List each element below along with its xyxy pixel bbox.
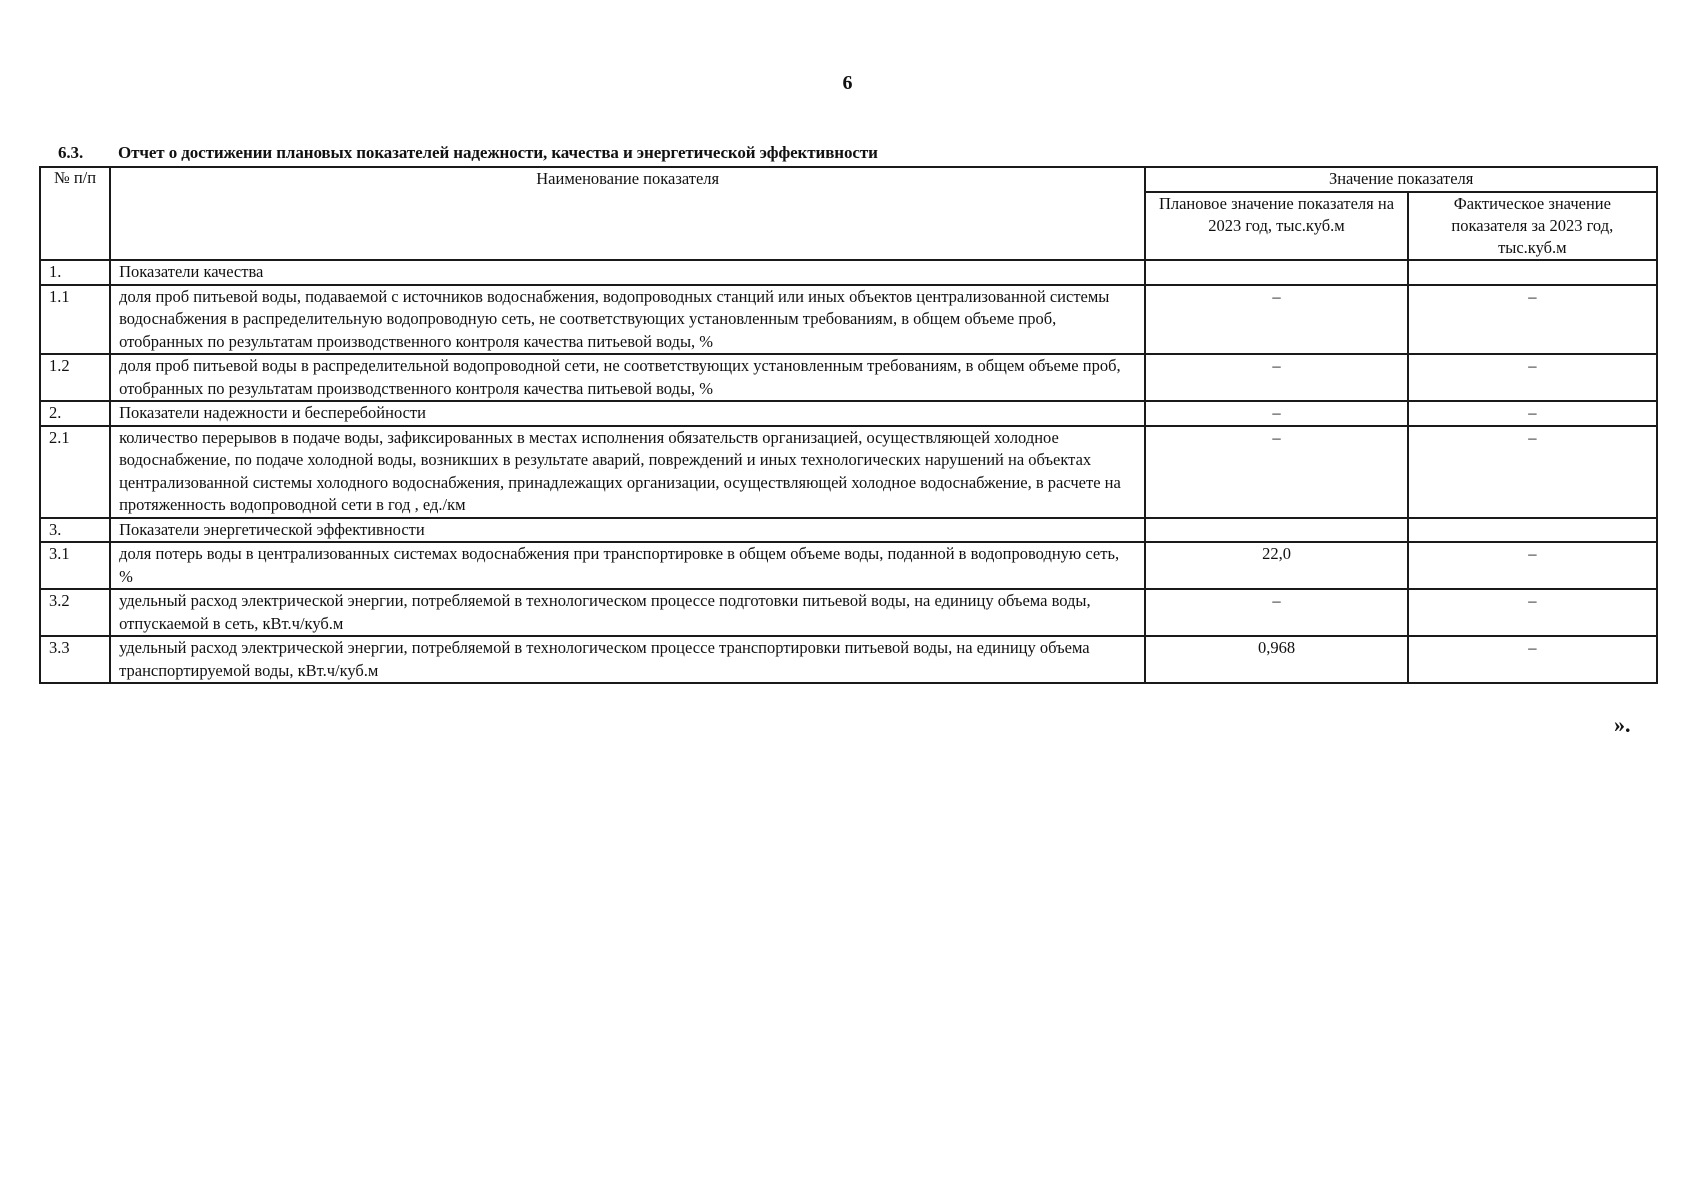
header-plan: Плановое значение показателя на 2023 год, тыс.куб.м (1145, 192, 1407, 260)
table-row (40, 589, 1657, 636)
row-fact: – (1408, 354, 1657, 401)
row-name: Показатели надежности и бесперебойности (110, 401, 1145, 426)
row-plan: – (1145, 354, 1407, 401)
table-row (40, 542, 1657, 589)
row-plan: – (1145, 426, 1407, 518)
row-name: количество перерывов в подаче воды, зафиксированных в местах исполнения обязательств организацией, осуществляющей холодное водоснабжение, по подаче холодной воды, возникших в результате аварий, повреждений и иных технологических нарушений на объектах централизованной системы холодного водоснабжения, принадлежащих организации, осуществляющей холодное водоснабжение, в расчете на протяженность водопроводной сети в год , ед./км (110, 426, 1145, 518)
row-fact: – (1408, 285, 1657, 355)
row-name: Показатели качества (110, 260, 1145, 285)
row-num: 3.2 (40, 589, 110, 636)
section-heading (58, 143, 878, 163)
header-fact: Фактическое значение показателя за 2023 год, тыс.куб.м (1408, 192, 1657, 260)
row-plan: – (1145, 401, 1407, 426)
row-fact: – (1408, 426, 1657, 518)
table-row (40, 426, 1657, 518)
closing-quote-mark: ». (1614, 712, 1631, 737)
header-name: Наименование показателя (110, 167, 1145, 260)
table-row (40, 401, 1657, 426)
header-num (40, 167, 110, 260)
row-plan: – (1145, 285, 1407, 355)
section-number: 6.3. (58, 143, 84, 162)
page-number: 6 (842, 72, 853, 94)
row-num: 1.1 (40, 285, 110, 355)
row-plan: – (1145, 589, 1407, 636)
row-name: Показатели энергетической эффективности (110, 518, 1145, 543)
row-fact: – (1408, 401, 1657, 426)
row-num: 1. (40, 260, 110, 285)
row-fact: – (1408, 636, 1657, 683)
table-row (40, 636, 1657, 683)
header-num-label: № п/п (53, 168, 97, 187)
row-num: 1.2 (40, 354, 110, 401)
row-plan: 0,968 (1145, 636, 1407, 683)
header-value-group: Значение показателя (1145, 167, 1657, 192)
indicators-table (39, 166, 1658, 684)
section-title: Отчет о достижении плановых показателей надежности, качества и энергетической эффективности (118, 143, 878, 162)
row-name: доля потерь воды в централизованных системах водоснабжения при транспортировке в общем объеме воды, поданной в водопроводную сеть, % (110, 542, 1145, 589)
table-row (40, 285, 1657, 355)
row-fact (1408, 518, 1657, 543)
row-name: доля проб питьевой воды, подаваемой с источников водоснабжения, водопроводных станций или иных объектов централизованной системы водоснабжения в распределительную водопроводную сеть, не соответствующих установленным требованиям, в общем объеме проб, отобранных по результатам производственного контроля качества питьевой воды, % (110, 285, 1145, 355)
row-name: доля проб питьевой воды в распределительной водопроводной сети, не соответствующих установленным требованиям, в общем объеме проб, отобранных по результатам производственного контроля качества питьевой воды, % (110, 354, 1145, 401)
row-num: 2. (40, 401, 110, 426)
row-fact (1408, 260, 1657, 285)
row-plan: 22,0 (1145, 542, 1407, 589)
table-row (40, 260, 1657, 285)
table-row (40, 518, 1657, 543)
row-plan (1145, 260, 1407, 285)
row-num: 3.3 (40, 636, 110, 683)
row-num: 2.1 (40, 426, 110, 518)
row-fact: – (1408, 542, 1657, 589)
table-row (40, 354, 1657, 401)
row-num: 3.1 (40, 542, 110, 589)
row-fact: – (1408, 589, 1657, 636)
row-name: удельный расход электрической энергии, потребляемой в технологическом процессе транспортировки питьевой воды, на единицу объема транспортируемой воды, кВт.ч/куб.м (110, 636, 1145, 683)
row-num: 3. (40, 518, 110, 543)
row-name: удельный расход электрической энергии, потребляемой в технологическом процессе подготовки питьевой воды, на единицу объема воды, отпускаемой в сеть, кВт.ч/куб.м (110, 589, 1145, 636)
row-plan (1145, 518, 1407, 543)
